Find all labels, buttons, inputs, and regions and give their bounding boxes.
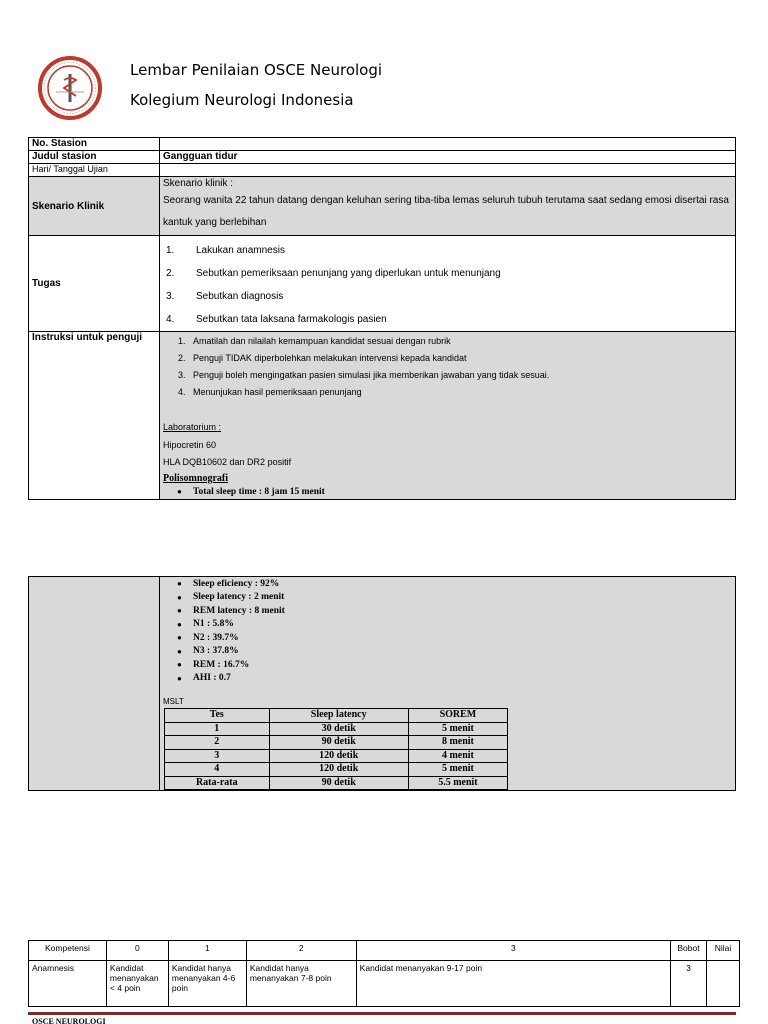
mslt-cell: 5 menit — [408, 763, 507, 777]
mslt-cell: 3 — [165, 749, 270, 763]
psg-item: ● REM : 16.7% — [177, 659, 250, 670]
station-table — [28, 137, 736, 500]
hari-tanggal-value — [160, 164, 736, 177]
scoring-cell: Kandidat hanya menanyakan 4-6 poin — [168, 961, 246, 1007]
mslt-row — [165, 776, 508, 790]
mslt-row — [165, 736, 508, 750]
psg-item: ● Sleep latency : 2 menit — [177, 592, 285, 603]
mslt-header: Tes — [165, 709, 270, 723]
mslt-cell: 2 — [165, 736, 270, 750]
document-subtitle: Kolegium Neurologi Indonesia — [130, 91, 354, 109]
mslt-row — [165, 763, 508, 777]
scoring-cell: Anamnesis — [29, 961, 107, 1007]
instruksi-label: Instruksi untuk penguji — [29, 332, 160, 500]
psg-item: ● Sleep eficiency : 92% — [177, 578, 280, 589]
scoring-header: 3 — [356, 941, 670, 961]
psg-list — [163, 577, 735, 685]
scoring-cell: 3 — [670, 961, 706, 1007]
scoring-cell — [706, 961, 739, 1007]
skenario-klinik-cell — [160, 177, 736, 236]
mslt-cell: Rata-rata — [165, 776, 270, 790]
judul-stasion-label: Judul stasion — [29, 151, 160, 164]
mslt-row — [165, 722, 508, 736]
scoring-header: 0 — [106, 941, 168, 961]
psg-item: ● N1 : 5.8% — [177, 619, 234, 630]
skenario-klinik-label: Skenario Klinik — [29, 177, 160, 236]
mslt-cell: 4 menit — [408, 749, 507, 763]
tugas-label: Tugas — [29, 236, 160, 332]
continuation-cell — [160, 577, 736, 791]
lab-heading: Laboratorium : — [163, 422, 222, 432]
instruksi-item: 2. Penguji TIDAK diperbolehkan melakukan intervensi kepada kandidat — [178, 352, 467, 363]
hari-tanggal-label: Hari/ Tanggal Ujian — [29, 164, 160, 177]
document-title: Lembar Penilaian OSCE Neurologi — [130, 61, 383, 79]
scoring-header: Bobot — [670, 941, 706, 961]
judul-stasion-value: Gangguan tidur — [160, 151, 736, 164]
tugas-cell — [160, 236, 736, 332]
skenario-text: Seorang wanita 22 tahun datang dengan keluhan sering tiba-tiba lemas seluruh tubuh terutama saat sedang emosi disertai rasa kantuk yang berlebihan — [163, 195, 729, 228]
tugas-list — [163, 239, 732, 331]
continuation-table — [28, 576, 736, 791]
psg-item: ● AHI : 0.7 — [177, 673, 231, 684]
footer-rule — [28, 1012, 736, 1015]
instruksi-item: 1. Amatilah dan nilailah kemampuan kandidat sesuai dengan rubrik — [178, 335, 451, 346]
tugas-item: 4. Sebutkan tata laksana farmakologis pasien — [166, 314, 387, 325]
scoring-cell: Kandidat hanya menanyakan 7-8 poin — [246, 961, 356, 1007]
scoring-table — [28, 940, 740, 1007]
no-stasion-value — [160, 138, 736, 151]
mslt-cell: 30 detik — [269, 722, 408, 736]
scoring-header: Nilai — [706, 941, 739, 961]
tugas-item: 2. Sebutkan pemeriksaan penunjang yang diperlukan untuk menunjang — [166, 268, 501, 279]
lab-item: HLA DQB10602 dan DR2 positif — [163, 457, 292, 467]
mslt-cell: 90 detik — [269, 736, 408, 750]
association-seal-icon — [34, 52, 106, 124]
scoring-cell: Kandidat menanyakan < 4 poin — [106, 961, 168, 1007]
psg-item: ● N3 : 37.8% — [177, 646, 239, 657]
mslt-cell: 8 menit — [408, 736, 507, 750]
instruksi-cell — [160, 332, 736, 500]
mslt-header: SOREM — [408, 709, 507, 723]
psg-item: ● Total sleep time : 8 jam 15 menit — [177, 486, 325, 497]
tugas-item: 1. Lakukan anamnesis — [166, 245, 285, 256]
psg-item: ● REM latency : 8 menit — [177, 605, 285, 616]
instruksi-item: 3. Penguji boleh mengingatkan pasien simulasi jika memberikan jawaban yang tidak sesuai. — [178, 369, 550, 380]
scoring-row — [29, 961, 740, 1007]
scoring-header-row — [29, 941, 740, 961]
mslt-cell: 120 detik — [269, 763, 408, 777]
tugas-item: 3. Sebutkan diagnosis — [166, 291, 284, 302]
scoring-cell: Kandidat menanyakan 9-17 poin — [356, 961, 670, 1007]
mslt-label: MSLT — [163, 697, 184, 706]
skenario-heading: Skenario klinik : — [163, 178, 234, 189]
psg-item: ● N2 : 39.7% — [177, 632, 239, 643]
mslt-cell: 1 — [165, 722, 270, 736]
mslt-table — [164, 708, 508, 790]
scoring-header: 2 — [246, 941, 356, 961]
psg-heading: Polisomnografi — [163, 473, 228, 484]
mslt-cell: 4 — [165, 763, 270, 777]
psg-list — [163, 485, 732, 499]
continuation-label-cell — [29, 577, 160, 791]
instruksi-item: 4. Menunjukan hasil pemeriksaan penunjang — [178, 386, 362, 397]
mslt-cell: 120 detik — [269, 749, 408, 763]
mslt-cell: 90 detik — [269, 776, 408, 790]
mslt-row — [165, 749, 508, 763]
mslt-header-row — [165, 709, 508, 723]
mslt-cell: 5 menit — [408, 722, 507, 736]
scoring-header: Kompetensi — [29, 941, 107, 961]
mslt-header: Sleep latency — [269, 709, 408, 723]
scoring-header: 1 — [168, 941, 246, 961]
mslt-cell: 5.5 menit — [408, 776, 507, 790]
instruksi-list — [163, 332, 732, 400]
no-stasion-label: No. Stasion — [29, 138, 160, 151]
lab-item: Hipocretin 60 — [163, 440, 217, 450]
footer-text: OSCE NEUROLOGI — [32, 1017, 106, 1024]
